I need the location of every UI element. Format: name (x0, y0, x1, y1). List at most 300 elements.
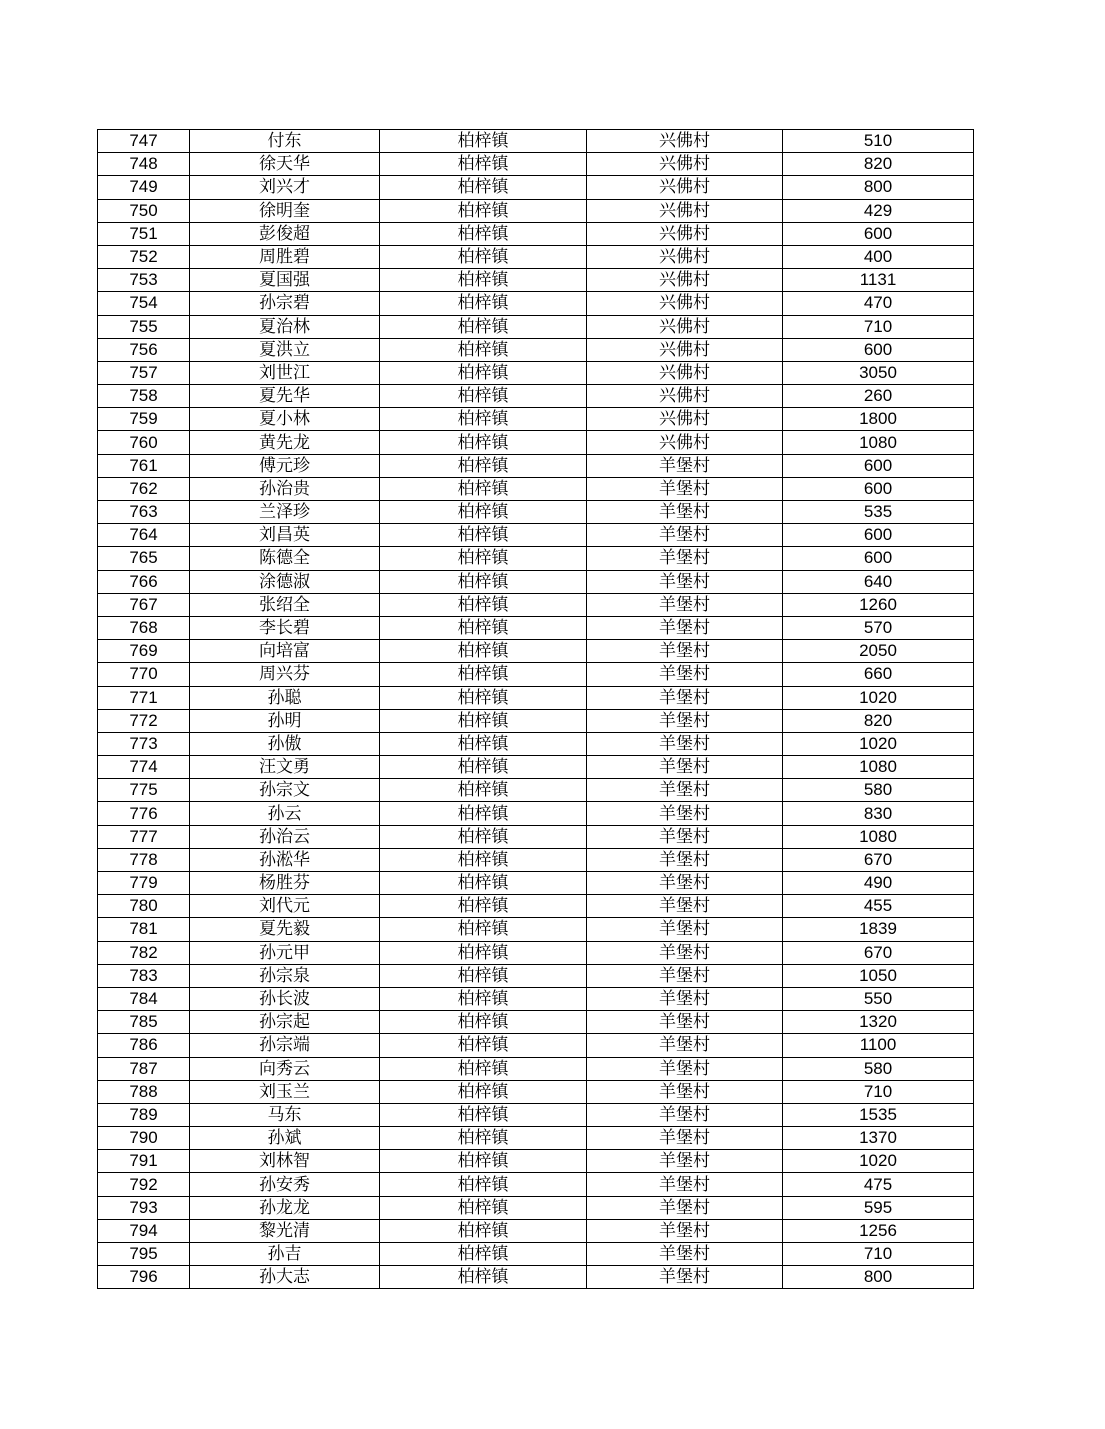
row-number-cell: 783 (98, 964, 190, 987)
village-cell: 兴佛村 (587, 292, 783, 315)
amount-cell: 820 (783, 709, 974, 732)
town-cell: 柏梓镇 (380, 315, 587, 338)
table-row (98, 686, 974, 709)
town-cell: 柏梓镇 (380, 593, 587, 616)
amount-cell: 710 (783, 315, 974, 338)
village-cell: 羊堡村 (587, 941, 783, 964)
table-row (98, 732, 974, 755)
town-cell: 柏梓镇 (380, 1011, 587, 1034)
amount-cell: 1131 (783, 269, 974, 292)
town-cell: 柏梓镇 (380, 1150, 587, 1173)
amount-cell: 600 (783, 338, 974, 361)
row-number-cell: 771 (98, 686, 190, 709)
town-cell: 柏梓镇 (380, 872, 587, 895)
town-cell: 柏梓镇 (380, 292, 587, 315)
row-number-cell: 749 (98, 176, 190, 199)
name-cell: 兰泽珍 (190, 501, 380, 524)
table-row (98, 895, 974, 918)
row-number-cell: 791 (98, 1150, 190, 1173)
table-row (98, 222, 974, 245)
village-cell: 羊堡村 (587, 477, 783, 500)
name-cell: 孙宗泉 (190, 964, 380, 987)
name-cell: 徐明奎 (190, 199, 380, 222)
amount-cell: 1800 (783, 408, 974, 431)
row-number-cell: 786 (98, 1034, 190, 1057)
village-cell: 兴佛村 (587, 199, 783, 222)
row-number-cell: 795 (98, 1243, 190, 1266)
name-cell: 周胜碧 (190, 245, 380, 268)
village-cell: 羊堡村 (587, 779, 783, 802)
table-row (98, 130, 974, 153)
row-number-cell: 763 (98, 501, 190, 524)
village-cell: 兴佛村 (587, 431, 783, 454)
table-row (98, 1034, 974, 1057)
town-cell: 柏梓镇 (380, 918, 587, 941)
row-number-cell: 760 (98, 431, 190, 454)
name-cell: 徐天华 (190, 153, 380, 176)
name-cell: 孙长波 (190, 987, 380, 1010)
name-cell: 夏治林 (190, 315, 380, 338)
amount-cell: 830 (783, 802, 974, 825)
village-cell: 羊堡村 (587, 895, 783, 918)
amount-cell: 470 (783, 292, 974, 315)
table-row (98, 987, 974, 1010)
village-cell: 兴佛村 (587, 153, 783, 176)
table-row (98, 315, 974, 338)
town-cell: 柏梓镇 (380, 1103, 587, 1126)
name-cell: 孙聪 (190, 686, 380, 709)
town-cell: 柏梓镇 (380, 779, 587, 802)
town-cell: 柏梓镇 (380, 1080, 587, 1103)
town-cell: 柏梓镇 (380, 663, 587, 686)
town-cell: 柏梓镇 (380, 1196, 587, 1219)
amount-cell: 475 (783, 1173, 974, 1196)
amount-cell: 1370 (783, 1127, 974, 1150)
town-cell: 柏梓镇 (380, 524, 587, 547)
town-cell: 柏梓镇 (380, 501, 587, 524)
village-cell: 羊堡村 (587, 802, 783, 825)
town-cell: 柏梓镇 (380, 640, 587, 663)
village-cell: 兴佛村 (587, 222, 783, 245)
row-number-cell: 761 (98, 454, 190, 477)
name-cell: 夏国强 (190, 269, 380, 292)
amount-cell: 1320 (783, 1011, 974, 1034)
town-cell: 柏梓镇 (380, 825, 587, 848)
amount-cell: 1080 (783, 756, 974, 779)
table-row (98, 245, 974, 268)
name-cell: 涂德淑 (190, 570, 380, 593)
village-cell: 兴佛村 (587, 315, 783, 338)
town-cell: 柏梓镇 (380, 338, 587, 361)
village-cell: 兴佛村 (587, 176, 783, 199)
town-cell: 柏梓镇 (380, 1266, 587, 1289)
table-row (98, 1057, 974, 1080)
row-number-cell: 758 (98, 385, 190, 408)
row-number-cell: 767 (98, 593, 190, 616)
amount-cell: 660 (783, 663, 974, 686)
table-row (98, 941, 974, 964)
amount-cell: 600 (783, 547, 974, 570)
amount-cell: 1050 (783, 964, 974, 987)
table-row (98, 1173, 974, 1196)
village-cell: 羊堡村 (587, 686, 783, 709)
village-cell: 羊堡村 (587, 663, 783, 686)
village-cell: 羊堡村 (587, 709, 783, 732)
table-body (98, 130, 974, 1289)
amount-cell: 710 (783, 1243, 974, 1266)
row-number-cell: 785 (98, 1011, 190, 1034)
village-cell: 兴佛村 (587, 361, 783, 384)
village-cell: 兴佛村 (587, 408, 783, 431)
town-cell: 柏梓镇 (380, 454, 587, 477)
town-cell: 柏梓镇 (380, 848, 587, 871)
table-row (98, 918, 974, 941)
row-number-cell: 768 (98, 616, 190, 639)
amount-cell: 600 (783, 222, 974, 245)
village-cell: 羊堡村 (587, 1057, 783, 1080)
row-number-cell: 772 (98, 709, 190, 732)
name-cell: 夏小林 (190, 408, 380, 431)
name-cell: 黎光清 (190, 1219, 380, 1242)
town-cell: 柏梓镇 (380, 987, 587, 1010)
town-cell: 柏梓镇 (380, 199, 587, 222)
name-cell: 刘林智 (190, 1150, 380, 1173)
row-number-cell: 751 (98, 222, 190, 245)
name-cell: 孙傲 (190, 732, 380, 755)
town-cell: 柏梓镇 (380, 732, 587, 755)
table-row (98, 1266, 974, 1289)
village-cell: 兴佛村 (587, 130, 783, 153)
table-row (98, 1150, 974, 1173)
table-row (98, 431, 974, 454)
village-cell: 羊堡村 (587, 640, 783, 663)
amount-cell: 800 (783, 176, 974, 199)
name-cell: 孙云 (190, 802, 380, 825)
village-cell: 羊堡村 (587, 1219, 783, 1242)
town-cell: 柏梓镇 (380, 1057, 587, 1080)
name-cell: 孙治贵 (190, 477, 380, 500)
name-cell: 孙宗起 (190, 1011, 380, 1034)
town-cell: 柏梓镇 (380, 709, 587, 732)
table-row (98, 338, 974, 361)
name-cell: 彭俊超 (190, 222, 380, 245)
town-cell: 柏梓镇 (380, 385, 587, 408)
town-cell: 柏梓镇 (380, 964, 587, 987)
village-cell: 羊堡村 (587, 593, 783, 616)
name-cell: 孙大志 (190, 1266, 380, 1289)
row-number-cell: 750 (98, 199, 190, 222)
table-row (98, 199, 974, 222)
village-cell: 羊堡村 (587, 848, 783, 871)
town-cell: 柏梓镇 (380, 616, 587, 639)
table-row (98, 477, 974, 500)
name-cell: 夏洪立 (190, 338, 380, 361)
name-cell: 付东 (190, 130, 380, 153)
table-row (98, 872, 974, 895)
village-cell: 羊堡村 (587, 1266, 783, 1289)
row-number-cell: 755 (98, 315, 190, 338)
village-cell: 羊堡村 (587, 454, 783, 477)
town-cell: 柏梓镇 (380, 570, 587, 593)
amount-cell: 595 (783, 1196, 974, 1219)
name-cell: 汪文勇 (190, 756, 380, 779)
town-cell: 柏梓镇 (380, 431, 587, 454)
amount-cell: 1080 (783, 431, 974, 454)
name-cell: 黄先龙 (190, 431, 380, 454)
village-cell: 羊堡村 (587, 1011, 783, 1034)
town-cell: 柏梓镇 (380, 361, 587, 384)
town-cell: 柏梓镇 (380, 130, 587, 153)
amount-cell: 1535 (783, 1103, 974, 1126)
row-number-cell: 754 (98, 292, 190, 315)
name-cell: 张绍全 (190, 593, 380, 616)
name-cell: 孙斌 (190, 1127, 380, 1150)
amount-cell: 570 (783, 616, 974, 639)
name-cell: 夏先华 (190, 385, 380, 408)
amount-cell: 2050 (783, 640, 974, 663)
table-row (98, 848, 974, 871)
village-cell: 羊堡村 (587, 616, 783, 639)
table-row (98, 1080, 974, 1103)
table-row (98, 454, 974, 477)
amount-cell: 1080 (783, 825, 974, 848)
village-cell: 羊堡村 (587, 1080, 783, 1103)
table-row (98, 1196, 974, 1219)
row-number-cell: 781 (98, 918, 190, 941)
town-cell: 柏梓镇 (380, 408, 587, 431)
row-number-cell: 759 (98, 408, 190, 431)
name-cell: 李长碧 (190, 616, 380, 639)
table-row (98, 1011, 974, 1034)
name-cell: 马东 (190, 1103, 380, 1126)
name-cell: 孙宗端 (190, 1034, 380, 1057)
amount-cell: 455 (783, 895, 974, 918)
name-cell: 孙安秀 (190, 1173, 380, 1196)
village-cell: 兴佛村 (587, 385, 783, 408)
amount-cell: 710 (783, 1080, 974, 1103)
amount-cell: 1256 (783, 1219, 974, 1242)
row-number-cell: 757 (98, 361, 190, 384)
table-row (98, 385, 974, 408)
amount-cell: 1839 (783, 918, 974, 941)
village-cell: 羊堡村 (587, 1173, 783, 1196)
name-cell: 刘代元 (190, 895, 380, 918)
amount-cell: 1100 (783, 1034, 974, 1057)
name-cell: 刘玉兰 (190, 1080, 380, 1103)
village-cell: 羊堡村 (587, 964, 783, 987)
town-cell: 柏梓镇 (380, 153, 587, 176)
town-cell: 柏梓镇 (380, 1127, 587, 1150)
name-cell: 周兴芬 (190, 663, 380, 686)
amount-cell: 600 (783, 524, 974, 547)
amount-cell: 670 (783, 848, 974, 871)
name-cell: 孙龙龙 (190, 1196, 380, 1219)
table-row (98, 964, 974, 987)
amount-cell: 1020 (783, 732, 974, 755)
town-cell: 柏梓镇 (380, 1219, 587, 1242)
town-cell: 柏梓镇 (380, 802, 587, 825)
town-cell: 柏梓镇 (380, 269, 587, 292)
row-number-cell: 777 (98, 825, 190, 848)
table-row (98, 825, 974, 848)
name-cell: 杨胜芬 (190, 872, 380, 895)
table-row (98, 802, 974, 825)
row-number-cell: 792 (98, 1173, 190, 1196)
row-number-cell: 780 (98, 895, 190, 918)
row-number-cell: 796 (98, 1266, 190, 1289)
table-row (98, 361, 974, 384)
amount-cell: 820 (783, 153, 974, 176)
village-cell: 羊堡村 (587, 547, 783, 570)
town-cell: 柏梓镇 (380, 1034, 587, 1057)
table-row (98, 1243, 974, 1266)
amount-cell: 640 (783, 570, 974, 593)
village-cell: 羊堡村 (587, 918, 783, 941)
row-number-cell: 769 (98, 640, 190, 663)
village-cell: 羊堡村 (587, 501, 783, 524)
row-number-cell: 794 (98, 1219, 190, 1242)
table-row (98, 709, 974, 732)
row-number-cell: 756 (98, 338, 190, 361)
name-cell: 孙明 (190, 709, 380, 732)
row-number-cell: 748 (98, 153, 190, 176)
town-cell: 柏梓镇 (380, 176, 587, 199)
town-cell: 柏梓镇 (380, 756, 587, 779)
row-number-cell: 782 (98, 941, 190, 964)
data-table (97, 129, 974, 1289)
amount-cell: 600 (783, 454, 974, 477)
village-cell: 羊堡村 (587, 1103, 783, 1126)
village-cell: 羊堡村 (587, 732, 783, 755)
town-cell: 柏梓镇 (380, 941, 587, 964)
table-row (98, 1219, 974, 1242)
name-cell: 陈德全 (190, 547, 380, 570)
amount-cell: 1020 (783, 686, 974, 709)
table-row (98, 269, 974, 292)
town-cell: 柏梓镇 (380, 1173, 587, 1196)
row-number-cell: 784 (98, 987, 190, 1010)
table-row (98, 1103, 974, 1126)
village-cell: 羊堡村 (587, 987, 783, 1010)
table-row (98, 524, 974, 547)
amount-cell: 510 (783, 130, 974, 153)
table-row (98, 501, 974, 524)
table-row (98, 593, 974, 616)
row-number-cell: 753 (98, 269, 190, 292)
name-cell: 孙元甲 (190, 941, 380, 964)
amount-cell: 580 (783, 1057, 974, 1080)
row-number-cell: 793 (98, 1196, 190, 1219)
name-cell: 傅元珍 (190, 454, 380, 477)
village-cell: 羊堡村 (587, 1127, 783, 1150)
row-number-cell: 765 (98, 547, 190, 570)
amount-cell: 400 (783, 245, 974, 268)
village-cell: 羊堡村 (587, 1196, 783, 1219)
table-row (98, 663, 974, 686)
row-number-cell: 789 (98, 1103, 190, 1126)
amount-cell: 490 (783, 872, 974, 895)
table-row (98, 547, 974, 570)
name-cell: 刘世江 (190, 361, 380, 384)
amount-cell: 600 (783, 477, 974, 500)
row-number-cell: 774 (98, 756, 190, 779)
amount-cell: 3050 (783, 361, 974, 384)
table-row (98, 1127, 974, 1150)
amount-cell: 550 (783, 987, 974, 1010)
amount-cell: 670 (783, 941, 974, 964)
row-number-cell: 766 (98, 570, 190, 593)
amount-cell: 1260 (783, 593, 974, 616)
row-number-cell: 787 (98, 1057, 190, 1080)
amount-cell: 260 (783, 385, 974, 408)
village-cell: 羊堡村 (587, 524, 783, 547)
row-number-cell: 770 (98, 663, 190, 686)
table-row (98, 756, 974, 779)
town-cell: 柏梓镇 (380, 1243, 587, 1266)
row-number-cell: 752 (98, 245, 190, 268)
town-cell: 柏梓镇 (380, 895, 587, 918)
row-number-cell: 773 (98, 732, 190, 755)
table-row (98, 176, 974, 199)
village-cell: 兴佛村 (587, 269, 783, 292)
name-cell: 刘昌英 (190, 524, 380, 547)
village-cell: 羊堡村 (587, 1243, 783, 1266)
village-cell: 兴佛村 (587, 338, 783, 361)
row-number-cell: 790 (98, 1127, 190, 1150)
village-cell: 羊堡村 (587, 756, 783, 779)
town-cell: 柏梓镇 (380, 245, 587, 268)
name-cell: 孙淞华 (190, 848, 380, 871)
amount-cell: 1020 (783, 1150, 974, 1173)
row-number-cell: 775 (98, 779, 190, 802)
table-row (98, 292, 974, 315)
amount-cell: 429 (783, 199, 974, 222)
row-number-cell: 779 (98, 872, 190, 895)
name-cell: 向秀云 (190, 1057, 380, 1080)
row-number-cell: 747 (98, 130, 190, 153)
village-cell: 羊堡村 (587, 872, 783, 895)
amount-cell: 580 (783, 779, 974, 802)
row-number-cell: 788 (98, 1080, 190, 1103)
town-cell: 柏梓镇 (380, 547, 587, 570)
village-cell: 羊堡村 (587, 570, 783, 593)
village-cell: 羊堡村 (587, 1150, 783, 1173)
village-cell: 羊堡村 (587, 1034, 783, 1057)
town-cell: 柏梓镇 (380, 686, 587, 709)
row-number-cell: 762 (98, 477, 190, 500)
name-cell: 孙宗碧 (190, 292, 380, 315)
amount-cell: 800 (783, 1266, 974, 1289)
name-cell: 刘兴才 (190, 176, 380, 199)
village-cell: 兴佛村 (587, 245, 783, 268)
table-row (98, 640, 974, 663)
table-row (98, 570, 974, 593)
name-cell: 向培富 (190, 640, 380, 663)
town-cell: 柏梓镇 (380, 222, 587, 245)
row-number-cell: 764 (98, 524, 190, 547)
name-cell: 孙治云 (190, 825, 380, 848)
row-number-cell: 776 (98, 802, 190, 825)
table-row (98, 153, 974, 176)
town-cell: 柏梓镇 (380, 477, 587, 500)
table-row (98, 779, 974, 802)
amount-cell: 535 (783, 501, 974, 524)
table-row (98, 408, 974, 431)
name-cell: 孙吉 (190, 1243, 380, 1266)
name-cell: 夏先毅 (190, 918, 380, 941)
name-cell: 孙宗文 (190, 779, 380, 802)
table-row (98, 616, 974, 639)
